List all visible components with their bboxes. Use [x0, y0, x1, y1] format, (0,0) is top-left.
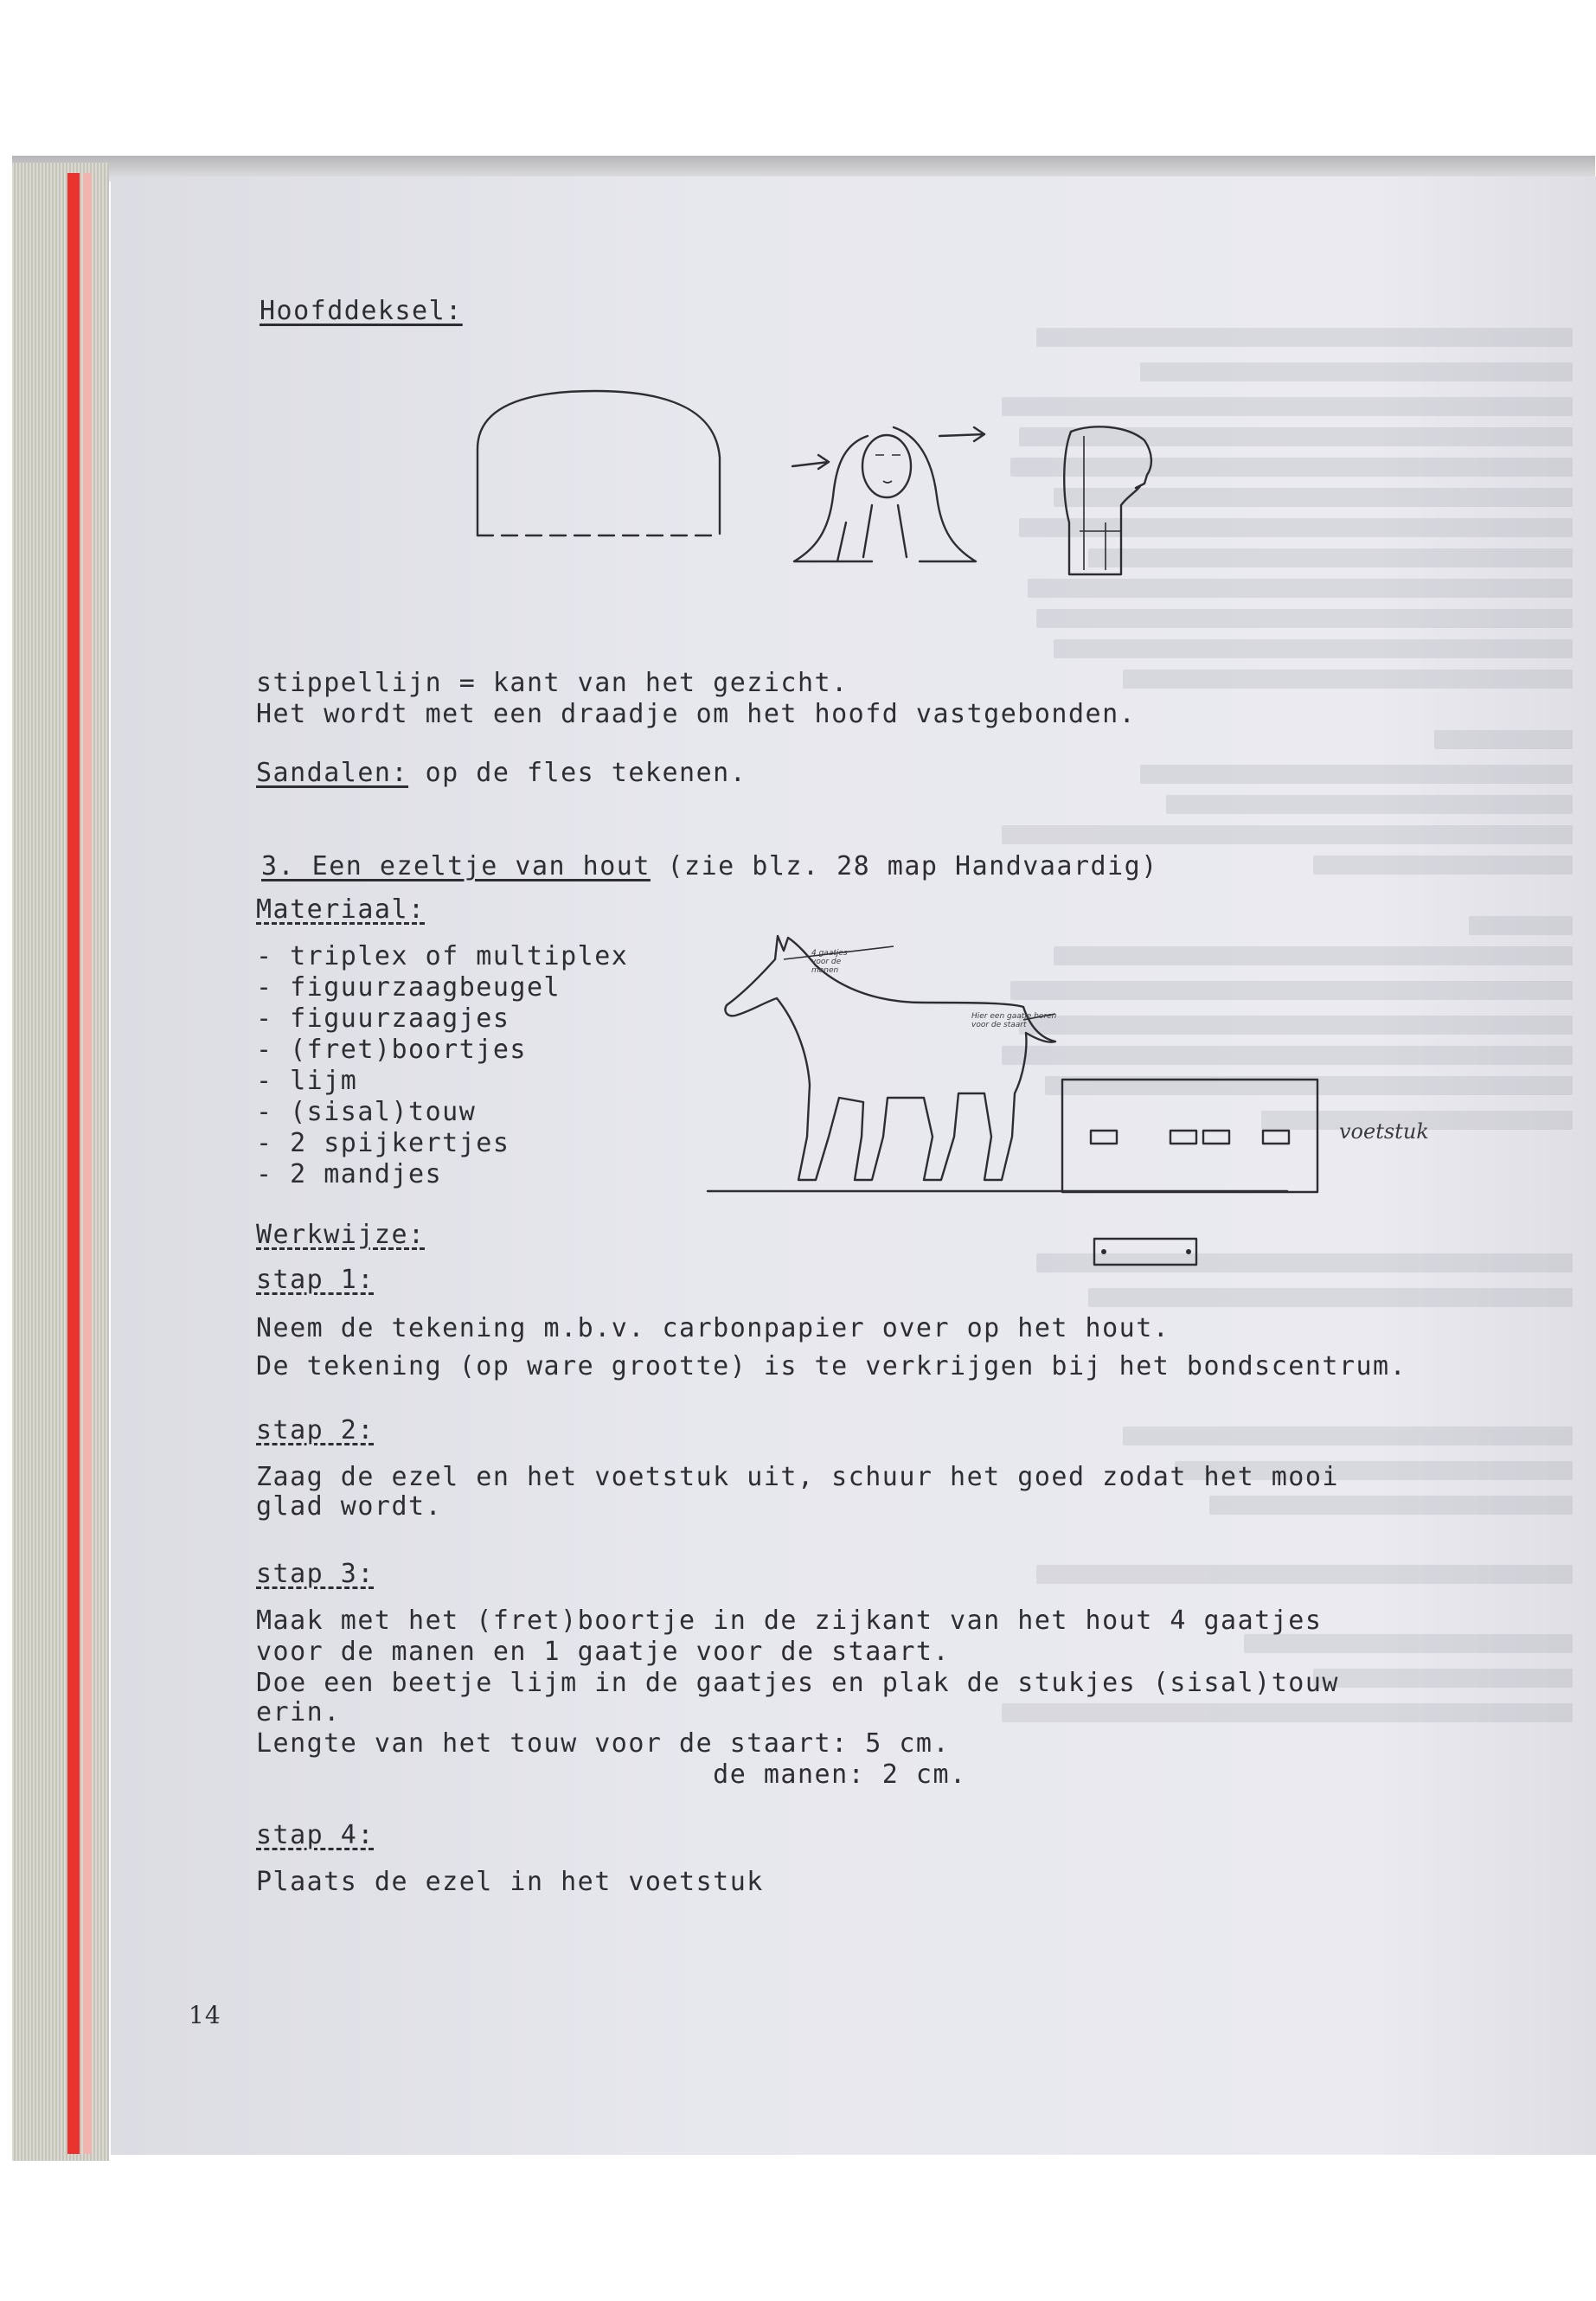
step-2-line: glad wordt. — [256, 1491, 443, 1522]
step-1-line: De tekening (op ware grootte) is te verkrijgen bij het bondscentrum. — [256, 1351, 1407, 1381]
step-3-line: Maak met het (fret)boortje in de zijkant van het hout 4 gaatjes — [256, 1606, 1323, 1636]
step-4-line: Plaats de ezel in het voetstuk — [256, 1867, 764, 1897]
page-number: 14 — [189, 2001, 221, 2029]
red-spine-strip — [67, 173, 80, 2154]
book-binding — [12, 163, 109, 2161]
material-item: - (fret)boortjes — [256, 1035, 527, 1065]
material-item: - 2 spijkertjes — [256, 1128, 510, 1158]
step-2-label: stap 2: — [256, 1415, 375, 1445]
step-3-line: Doe een beetje lijm in de gaatjes en plak de stukjes (sisal)touw — [256, 1668, 1339, 1698]
step-1-label: stap 1: — [256, 1265, 375, 1295]
step-3-line: voor de manen en 1 gaatje voor de staart. — [256, 1637, 951, 1667]
step-3-line: Lengte van het touw voor de staart: 5 cm. — [256, 1728, 951, 1759]
step-2-line: Zaag de ezel en het voetstuk uit, schuur het goed zodat het mooi — [256, 1462, 1339, 1492]
headdress-heading: Hoofddeksel: — [260, 296, 463, 326]
base-annotation: voetstuk — [1339, 1119, 1429, 1144]
section-3-title-note: (zie blz. 28 map Handvaardig) — [650, 851, 1158, 881]
step-3-label: stap 3: — [256, 1559, 375, 1589]
tail-annotation: Hier een gaatje boren voor de staart — [971, 1012, 1057, 1029]
headdress-line-2: Het wordt met een draadje om het hoofd vastgebonden. — [256, 699, 1137, 729]
manes-annotation: 4 gaatjes voor de manen — [811, 949, 848, 975]
section-3-title: 3. Een ezeltje van hout — [261, 851, 651, 881]
method-heading: Werkwijze: — [256, 1220, 426, 1250]
step-3-line: de manen: 2 cm. — [256, 1759, 967, 1790]
material-heading: Materiaal: — [256, 894, 426, 925]
material-item: - lijm — [256, 1066, 358, 1096]
step-3-line: erin. — [256, 1697, 341, 1727]
material-item: - 2 mandjes — [256, 1159, 443, 1189]
step-1-line: Neem de tekening m.b.v. carbonpapier over op het hout. — [256, 1313, 1170, 1343]
material-item: - figuurzaagjes — [256, 1003, 510, 1034]
document-page — [111, 176, 1596, 2155]
red-page-edge — [83, 173, 92, 2154]
material-item: - (sisal)touw — [256, 1097, 477, 1127]
sandals-label: Sandalen: — [256, 758, 409, 788]
step-4-label: stap 4: — [256, 1820, 375, 1850]
material-item: - triplex of multiplex — [256, 941, 629, 971]
material-item: - figuurzaagbeugel — [256, 972, 561, 1003]
headdress-line-1: stippellijn = kant van het gezicht. — [256, 668, 849, 698]
sandals-text: op de fles tekenen. — [408, 758, 747, 788]
